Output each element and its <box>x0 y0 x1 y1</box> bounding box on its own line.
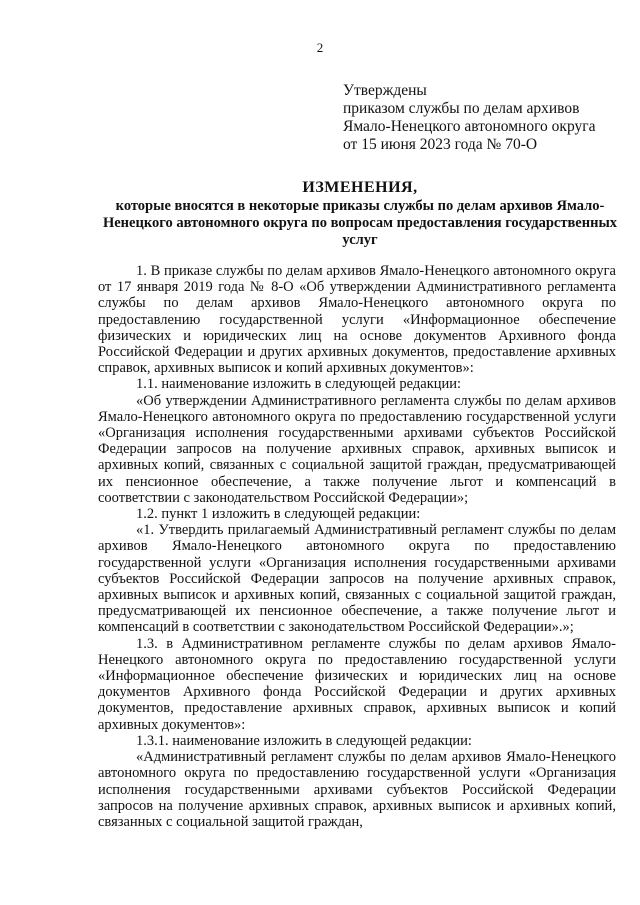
document-body <box>98 263 616 830</box>
page-number: 2 <box>316 40 324 55</box>
paragraph: 1.1. наименование изложить в следующей редакции: <box>136 376 462 393</box>
paragraph: «Административный регламент службы по делам архивов Ямало-Ненецкого автономного округа по предоставлению государственной услуги «Организация исполнения государственными архивами субъектов Российской Федерации запросов на получение архивных справок, архивных выписок и архивных копий, связанных с социальной защитой граждан, <box>98 749 616 830</box>
paragraph: «1. Утвердить прилагаемый Административный регламент службы по делам архивов Ямало-Ненецкого автономного округа по предоставлению государственной услуги «Организация исполнения государственными архивами субъектов Российской Федерации запросов на получение архивных справок, архивных выписок и архивных копий, связанных с социальной защитой граждан, предусматривающей их пенсионное обеспечение, а также получение льгот и компенсаций в соответствии с законодательством Российской Федерации».»; <box>98 522 616 636</box>
approval-line: приказом службы по делам архивов <box>343 100 580 117</box>
paragraph: 1.3. в Административном регламенте службы по делам архивов Ямало-Ненецкого автономного округа по предоставлению государственной услуги «Информационное обеспечение физических и юридических лиц на основе документов Архивного фонда Российской Федерации и других архивных документов, предоставление архивных справок, архивных выписок и копий архивных документов»: <box>98 635 616 733</box>
approval-line: Утверждены <box>343 82 427 99</box>
approval-block <box>343 82 595 154</box>
title-heading: ИЗМЕНЕНИЯ, <box>302 179 418 196</box>
document-title <box>90 178 630 249</box>
paragraph: 1.2. пункт 1 изложить в следующей редакции: <box>136 506 421 523</box>
title-subtitle: которые вносятся в некоторые приказы службы по делам архивов Ямало-Ненецкого автономного округа по вопросам предоставления государственных услуг <box>102 198 618 248</box>
paragraph: «Об утверждении Административного регламента службы по делам архивов Ямало-Ненецкого автономного округа по предоставлению государственной услуги «Организация исполнения государственными архивами субъектов Российской Федерации запросов на получение архивных справок, архивных выписок и архивных копий, связанных с социальной защитой граждан, предусматривающей их пенсионное обеспечение, а также получение льгот и компенсаций в соответствии с законодательством Российской Федерации»; <box>98 392 616 506</box>
paragraph: 1.3.1. наименование изложить в следующей редакции: <box>136 732 472 749</box>
approval-line: Ямало-Ненецкого автономного округа <box>343 118 596 135</box>
approval-line: от 15 июня 2023 года № 70-О <box>343 136 538 153</box>
paragraph: 1. В приказе службы по делам архивов Ямало-Ненецкого автономного округа от 17 января 2019 года № 8-О «Об утверждении Административного регламента службы по делам архивов Ямало-Ненецкого автономного округа по предоставлению государственной услуги «Информационное обеспечение физических и юридических лиц на основе документов Архивного фонда Российской Федерации и других архивных документов, предоставление архивных справок, архивных выписок и копий архивных документов»: <box>98 263 616 377</box>
